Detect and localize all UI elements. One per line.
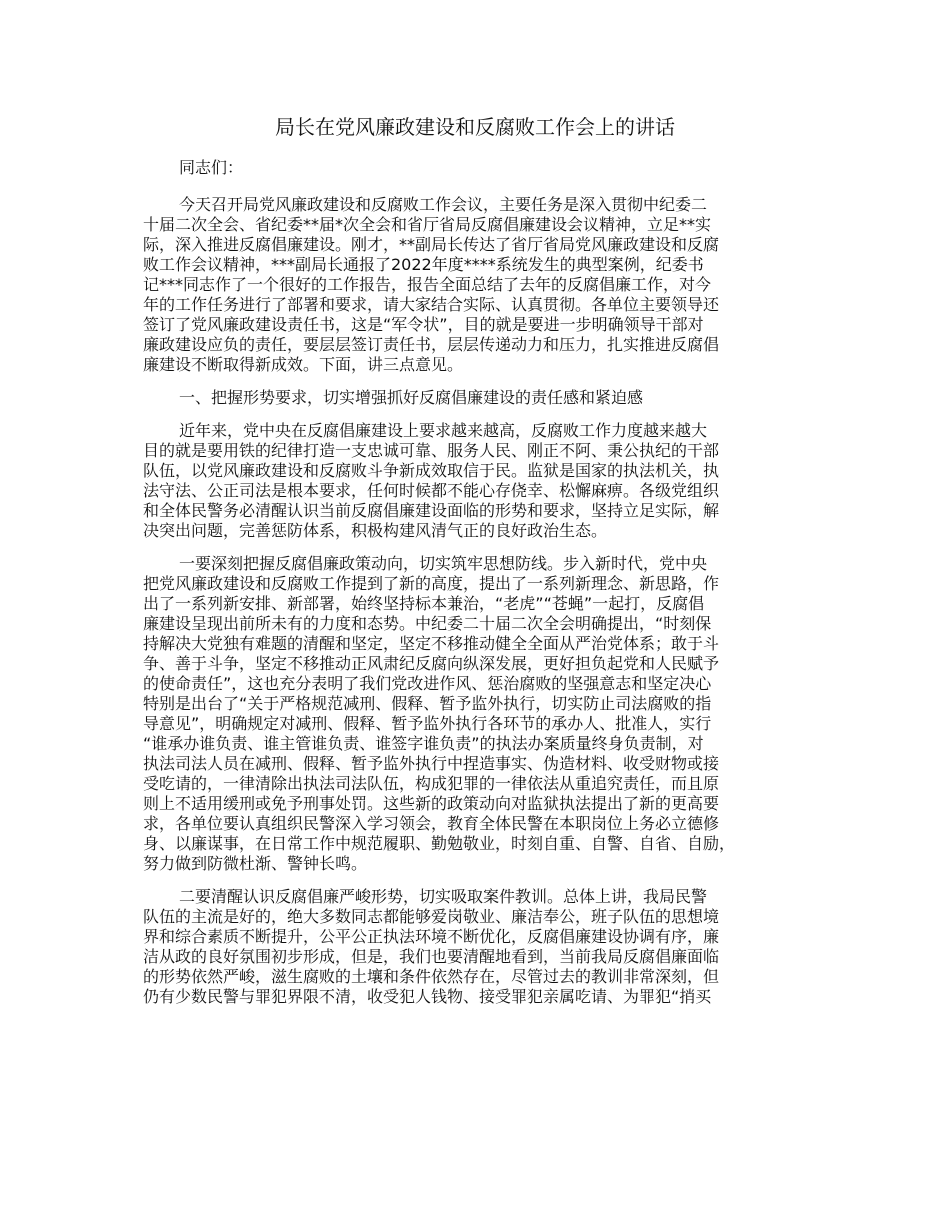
paragraph-line: 一要深刻把握反腐倡廉政策动向，切实筑牢思想防线。步入新时代，党中央: [179, 554, 708, 573]
paragraph-line: 争、善于斗争，坚定不移推动正风肃纪反腐向纵深发展，更好担负起党和人民赋予: [143, 654, 720, 673]
paragraph-line: “谁承办谁负责、谁主管谁负责、谁签字谁负责”的执法办案质量终身负责制，对: [143, 734, 704, 753]
paragraph-line: 年的工作任务进行了部署和要求，请大家结合实际、认真贯彻。各单位主要领导还: [143, 295, 720, 314]
paragraph-line: 导意见”，明确规定对减刑、假释、暂予监外执行各环节的承办人、批准人，实行: [143, 714, 712, 733]
paragraph-line: 身、以廉谋事，在日常工作中规范履职、勤勉敬业，时刻自重、自警、自省、自励，: [143, 834, 736, 853]
paragraph-line: 今天召开局党风廉政建设和反腐败工作会议，主要任务是深入贯彻中纪委二: [179, 195, 708, 214]
paragraph-line: 出了一系列新安排、新部署，始终坚持标本兼治，“老虎”“苍蝇”一起打，反腐倡: [143, 594, 705, 613]
paragraph-line: 近年来，党中央在反腐倡廉建设上要求越来越高，反腐败工作力度越来越大: [179, 421, 708, 440]
section-heading: 一、把握形势要求，切实增强抓好反腐倡廉建设的责任感和紧迫感: [179, 388, 644, 407]
paragraph-line: 队伍的主流是好的，绝大多数同志都能够爱岗敬业、廉洁奉公，班子队伍的思想境: [143, 907, 720, 926]
paragraph-line: 仍有少数民警与罪犯界限不清，收受犯人钱物、接受罪犯亲属吃请、为罪犯“捎买: [143, 987, 712, 1006]
paragraph-line: 廉政建设应负的责任，要层层签订责任书，层层传递动力和压力，扎实推进反腐倡: [143, 335, 720, 354]
paragraph-line: 把党风廉政建设和反腐败工作提到了新的高度，提出了一系列新理念、新思路，作: [143, 574, 720, 593]
paragraph-line: 际，深入推进反腐倡廉建设。刚才，**副局长传达了省厅省局党风廉政建设和反腐: [143, 235, 720, 254]
salutation: 同志们：: [179, 158, 244, 177]
paragraph-line: 受吃请的，一律清除出执法司法队伍，构成犯罪的一律依法从重追究责任，而且原: [143, 774, 720, 793]
document-title: 局长在党风廉政建设和反腐败工作会上的讲话: [275, 115, 675, 139]
paragraph-line: 二要清醒认识反腐倡廉严峻形势，切实吸取案件教训。总体上讲，我局民警: [179, 887, 708, 906]
paragraph-line: 决突出问题，完善惩防体系，积极构建风清气正的良好政治生态。: [143, 521, 608, 540]
paragraph-line: 的使命责任”，这也充分表明了我们党改进作风、惩治腐败的坚强意志和坚定决心: [143, 674, 712, 693]
paragraph-line: 败工作会议精神，***副局长通报了2022年度****系统发生的典型案例，纪委书: [143, 255, 704, 274]
paragraph-line: 持解决大党独有难题的清醒和坚定，坚定不移推动健全全面从严治党体系；敢于斗: [143, 634, 720, 653]
paragraph-line: 目的就是要用铁的纪律打造一支忠诚可靠、服务人民、刚正不阿、秉公执纪的干部: [143, 441, 720, 460]
paragraph-line: 廉建设不断取得新成效。下面，讲三点意见。: [143, 355, 464, 374]
paragraph-line: 签订了党风廉政建设责任书，这是“军令状”，目的就是要进一步明确领导干部对: [143, 315, 704, 334]
paragraph-line: 洁从政的良好氛围初步形成，但是，我们也要清醒地看到，当前我局反腐倡廉面临: [143, 947, 720, 966]
paragraph-line: 努力做到防微杜渐、警钟长鸣。: [143, 854, 368, 873]
paragraph-line: 十届二次全会、省纪委**届*次全会和省厅省局反腐倡廉建设会议精神，立足**实: [143, 215, 712, 234]
paragraph-line: 的形势依然严峻，滋生腐败的土壤和条件依然存在，尽管过去的教训非常深刻，但: [143, 967, 720, 986]
paragraph-line: 和全体民警务必清醒认识当前反腐倡廉建设面临的形势和要求，坚持立足实际，解: [143, 501, 720, 520]
paragraph-line: 廉建设呈现出前所未有的力度和态势。中纪委二十届二次全会明确提出，“时刻保: [143, 614, 712, 633]
paragraph-line: 执法司法人员在减刑、假释、暂予监外执行中捏造事实、伪造材料、收受财物或接: [143, 754, 720, 773]
paragraph-line: 则上不适用缓刑或免予刑事处罚。这些新的政策动向对监狱执法提出了新的更高要: [143, 794, 720, 813]
paragraph-line: 法守法、公正司法是根本要求，任何时候都不能心存侥幸、松懈麻痹。各级党组织: [143, 481, 720, 500]
paragraph-line: 求，各单位要认真组织民警深入学习领会，教育全体民警在本职岗位上务必立德修: [143, 814, 720, 833]
paragraph-line: 界和综合素质不断提升，公平公正执法环境不断优化，反腐倡廉建设协调有序，廉: [143, 927, 720, 946]
paragraph-line: 记***同志作了一个很好的工作报告，报告全面总结了去年的反腐倡廉工作，对今: [143, 275, 712, 294]
paragraph-line: 特别是出台了“关于严格规范减刑、假释、暂予监外执行，切实防止司法腐败的指: [143, 694, 712, 713]
paragraph-line: 队伍，以党风廉政建设和反腐败斗争新成效取信于民。监狱是国家的执法机关，执: [143, 461, 720, 480]
